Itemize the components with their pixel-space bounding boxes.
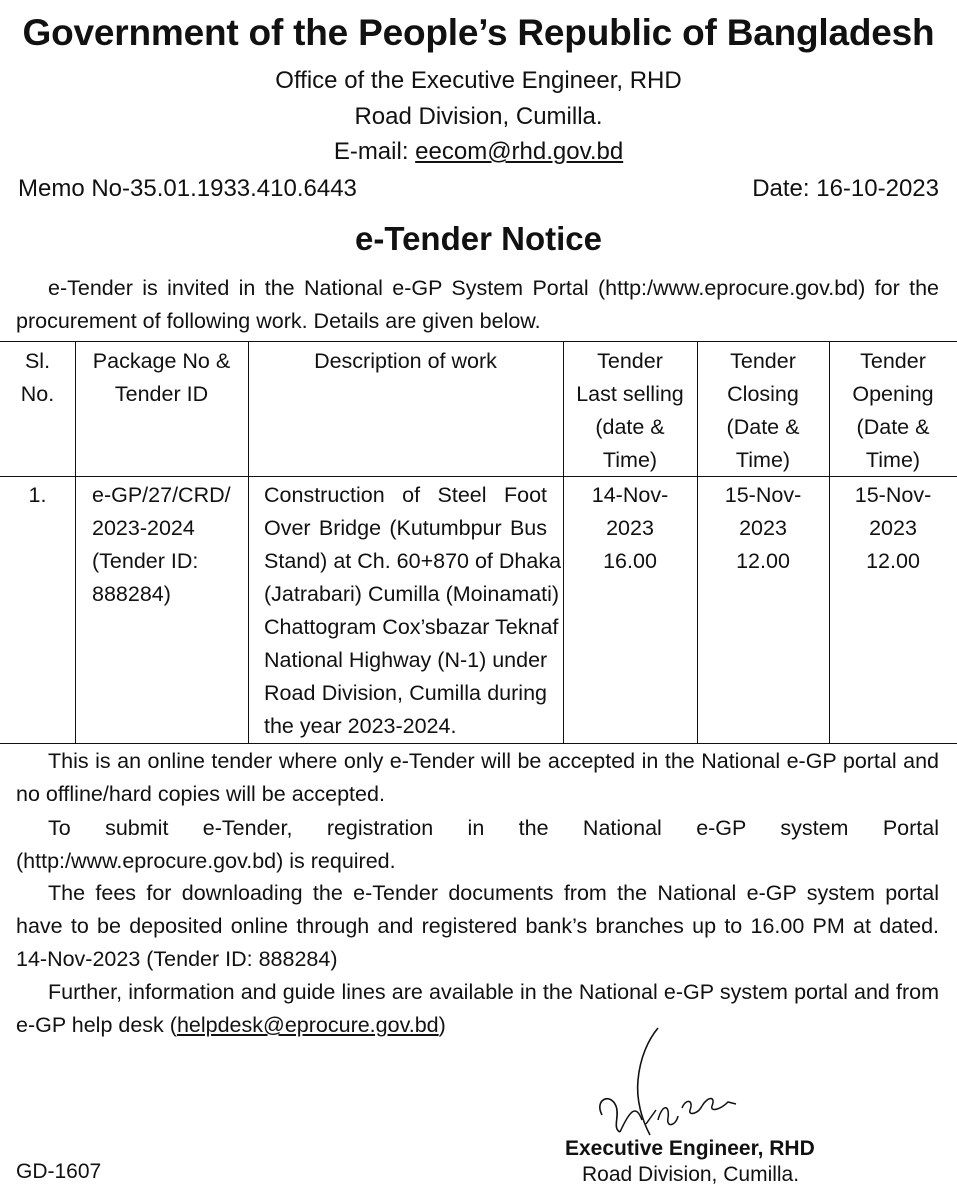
online-tender-paragraph: This is an online tender where only e-Tender will be accepted in the National e-GP portal and no offline/hard copies will be accepted. — [16, 749, 939, 806]
header-sl-no: Sl. No. — [20, 349, 55, 406]
notice-title: e-Tender Notice — [355, 220, 602, 257]
row-sl-no: 1. — [28, 483, 47, 507]
header-package-no: Package No & Tender ID — [92, 349, 231, 406]
row-closing: 15-Nov- 2023 12.00 — [724, 483, 802, 573]
row-package-no: e-GP/27/CRD/ 2023-2024 (Tender ID: 888284) — [92, 483, 231, 606]
memo-date: Date: 16-10-2023 — [752, 175, 939, 202]
division-name: Road Division, Cumilla. — [354, 103, 603, 130]
header-opening: Tender Opening (Date & Time) — [852, 349, 934, 472]
header-closing: Tender Closing (Date & Time) — [726, 349, 800, 472]
tender-table — [0, 341, 957, 744]
signatory-title: Executive Engineer, RHD — [565, 1137, 815, 1160]
row-opening: 15-Nov- 2023 12.00 — [854, 483, 932, 573]
table-border-bottom — [0, 743, 957, 744]
email-line — [0, 137, 957, 167]
row-description: Construction of Steel Foot Over Bridge (Kutumbpur Bus Stand) at Ch. 60+870 of Dhaka (Jatrabari) Cumilla (Moinamati) Chattogram Cox’sbazar Teknaf National Highway (N-1) under Road Division, Cumilla during the year 2023-2024. — [264, 483, 562, 738]
header-description: Description of work — [314, 349, 497, 373]
row-last-selling: 14-Nov- 2023 16.00 — [591, 483, 669, 573]
government-title: Government of the People’s Republic of Bangladesh — [22, 12, 935, 53]
reference-code: GD-1607 — [16, 1160, 102, 1183]
header-last-selling: Tender Last selling (date & Time) — [576, 349, 684, 472]
office-name: Office of the Executive Engineer, RHD — [275, 67, 682, 94]
helpdesk-email-link[interactable]: helpdesk@eprocure.gov.bd — [176, 1013, 439, 1037]
registration-paragraph: To submit e-Tender, registration in the National e-GP system Portal (http:/www.eprocure.gov.bd) is required. — [16, 816, 939, 873]
email-label: E-mail: — [333, 138, 409, 165]
handwritten-signature — [590, 1020, 750, 1150]
memo-number: Memo No-35.01.1933.410.6443 — [18, 175, 357, 202]
table-border-top — [0, 341, 957, 342]
table-col-divider — [248, 341, 249, 744]
further-info-paragraph: Further, information and guide lines are available in the National e-GP system portal and from e-GP help desk (helpdesk@eprocure.gov.bd) — [16, 980, 939, 1037]
intro-paragraph: e-Tender is invited in the National e-GP System Portal (http:/www.eprocure.gov.bd) for the procurement of following work. Details are given below. — [16, 276, 939, 333]
fees-paragraph: The fees for downloading the e-Tender documents from the National e-GP system portal have to be deposited online through and registered bank’s branches up to 16.00 PM at dated. 14-Nov-2023 (Tender ID: 888284) — [16, 881, 939, 971]
signatory-office: Road Division, Cumilla. — [582, 1163, 800, 1186]
email-link[interactable]: eecom@rhd.gov.bd — [415, 138, 624, 165]
